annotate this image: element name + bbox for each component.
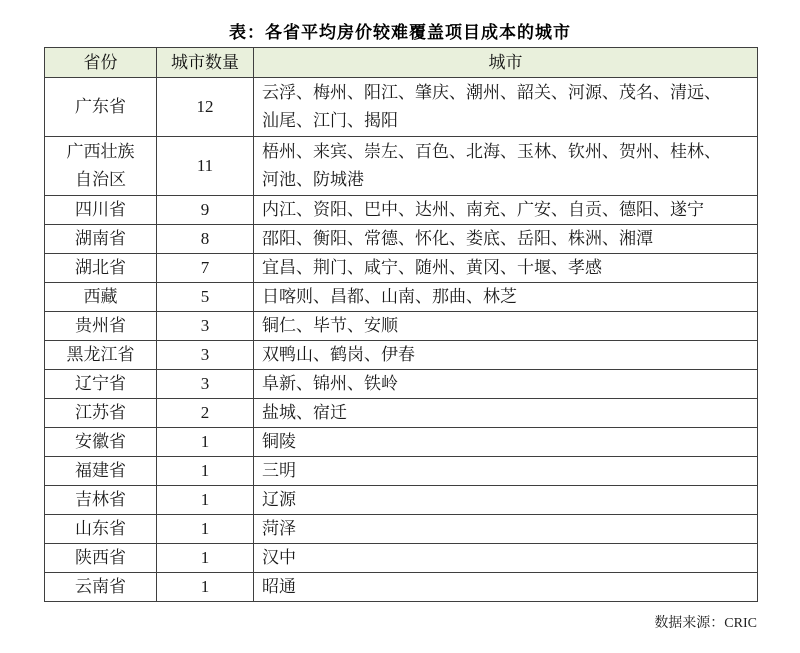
cell-cities: 菏泽 <box>254 515 758 544</box>
cell-city-count: 12 <box>157 78 254 137</box>
cell-province: 黑龙江省 <box>45 341 157 370</box>
cell-city-count: 1 <box>157 428 254 457</box>
cell-province: 辽宁省 <box>45 370 157 399</box>
cell-cities: 三明 <box>254 457 758 486</box>
header-province: 省份 <box>45 48 157 78</box>
cell-cities: 铜仁、毕节、安顺 <box>254 312 758 341</box>
cell-city-count: 7 <box>157 254 254 283</box>
cell-province: 西藏 <box>45 283 157 312</box>
cell-province: 广西壮族自治区 <box>45 137 157 196</box>
table-row <box>45 137 758 196</box>
cell-cities: 邵阳、衡阳、常德、怀化、娄底、岳阳、株洲、湘潭 <box>254 225 758 254</box>
table-row <box>45 196 758 225</box>
cell-city-count: 1 <box>157 515 254 544</box>
cell-province: 贵州省 <box>45 312 157 341</box>
table-row <box>45 399 758 428</box>
cell-city-count: 3 <box>157 312 254 341</box>
cell-cities: 昭通 <box>254 573 758 602</box>
cell-city-count: 1 <box>157 457 254 486</box>
header-city-count: 城市数量 <box>157 48 254 78</box>
table-row <box>45 254 758 283</box>
province-city-table <box>44 47 758 602</box>
cell-cities: 云浮、梅州、阳江、肇庆、潮州、韶关、河源、茂名、清远、汕尾、江门、揭阳 <box>254 78 758 137</box>
table-row <box>45 78 758 137</box>
table-row <box>45 370 758 399</box>
cell-cities: 辽源 <box>254 486 758 515</box>
cell-city-count: 3 <box>157 341 254 370</box>
cell-cities: 内江、资阳、巴中、达州、南充、广安、自贡、德阳、遂宁 <box>254 196 758 225</box>
data-source: 数据来源：CRIC <box>654 616 757 631</box>
cell-cities: 铜陵 <box>254 428 758 457</box>
cell-city-count: 1 <box>157 486 254 515</box>
cell-cities: 汉中 <box>254 544 758 573</box>
cell-cities: 双鸭山、鹤岗、伊春 <box>254 341 758 370</box>
cell-province: 湖北省 <box>45 254 157 283</box>
cell-city-count: 3 <box>157 370 254 399</box>
cell-cities: 阜新、锦州、铁岭 <box>254 370 758 399</box>
cell-province: 吉林省 <box>45 486 157 515</box>
cell-cities: 梧州、来宾、崇左、百色、北海、玉林、钦州、贺州、桂林、河池、防城港 <box>254 137 758 196</box>
cell-cities: 盐城、宿迁 <box>254 399 758 428</box>
cell-province: 云南省 <box>45 573 157 602</box>
cell-city-count: 5 <box>157 283 254 312</box>
cell-city-count: 8 <box>157 225 254 254</box>
cell-province: 江苏省 <box>45 399 157 428</box>
cell-city-count: 9 <box>157 196 254 225</box>
cell-province: 安徽省 <box>45 428 157 457</box>
table-row <box>45 486 758 515</box>
cell-province: 四川省 <box>45 196 157 225</box>
cell-city-count: 1 <box>157 544 254 573</box>
table-row <box>45 428 758 457</box>
table-title: 表：各省平均房价较难覆盖项目成本的城市 <box>229 23 571 42</box>
header-row <box>45 48 758 78</box>
cell-city-count: 2 <box>157 399 254 428</box>
table-row <box>45 225 758 254</box>
cell-province: 陕西省 <box>45 544 157 573</box>
table-row <box>45 457 758 486</box>
cell-province: 湖南省 <box>45 225 157 254</box>
cell-province: 广东省 <box>45 78 157 137</box>
header-cities: 城市 <box>254 48 758 78</box>
table-row <box>45 573 758 602</box>
table-row <box>45 544 758 573</box>
table-body <box>45 78 758 602</box>
cell-cities: 宜昌、荆门、咸宁、随州、黄冈、十堰、孝感 <box>254 254 758 283</box>
cell-province: 福建省 <box>45 457 157 486</box>
table-row <box>45 283 758 312</box>
cell-province: 山东省 <box>45 515 157 544</box>
cell-cities: 日喀则、昌都、山南、那曲、林芝 <box>254 283 758 312</box>
table-row <box>45 515 758 544</box>
cell-city-count: 11 <box>157 137 254 196</box>
cell-city-count: 1 <box>157 573 254 602</box>
table-row <box>45 312 758 341</box>
table-row <box>45 341 758 370</box>
